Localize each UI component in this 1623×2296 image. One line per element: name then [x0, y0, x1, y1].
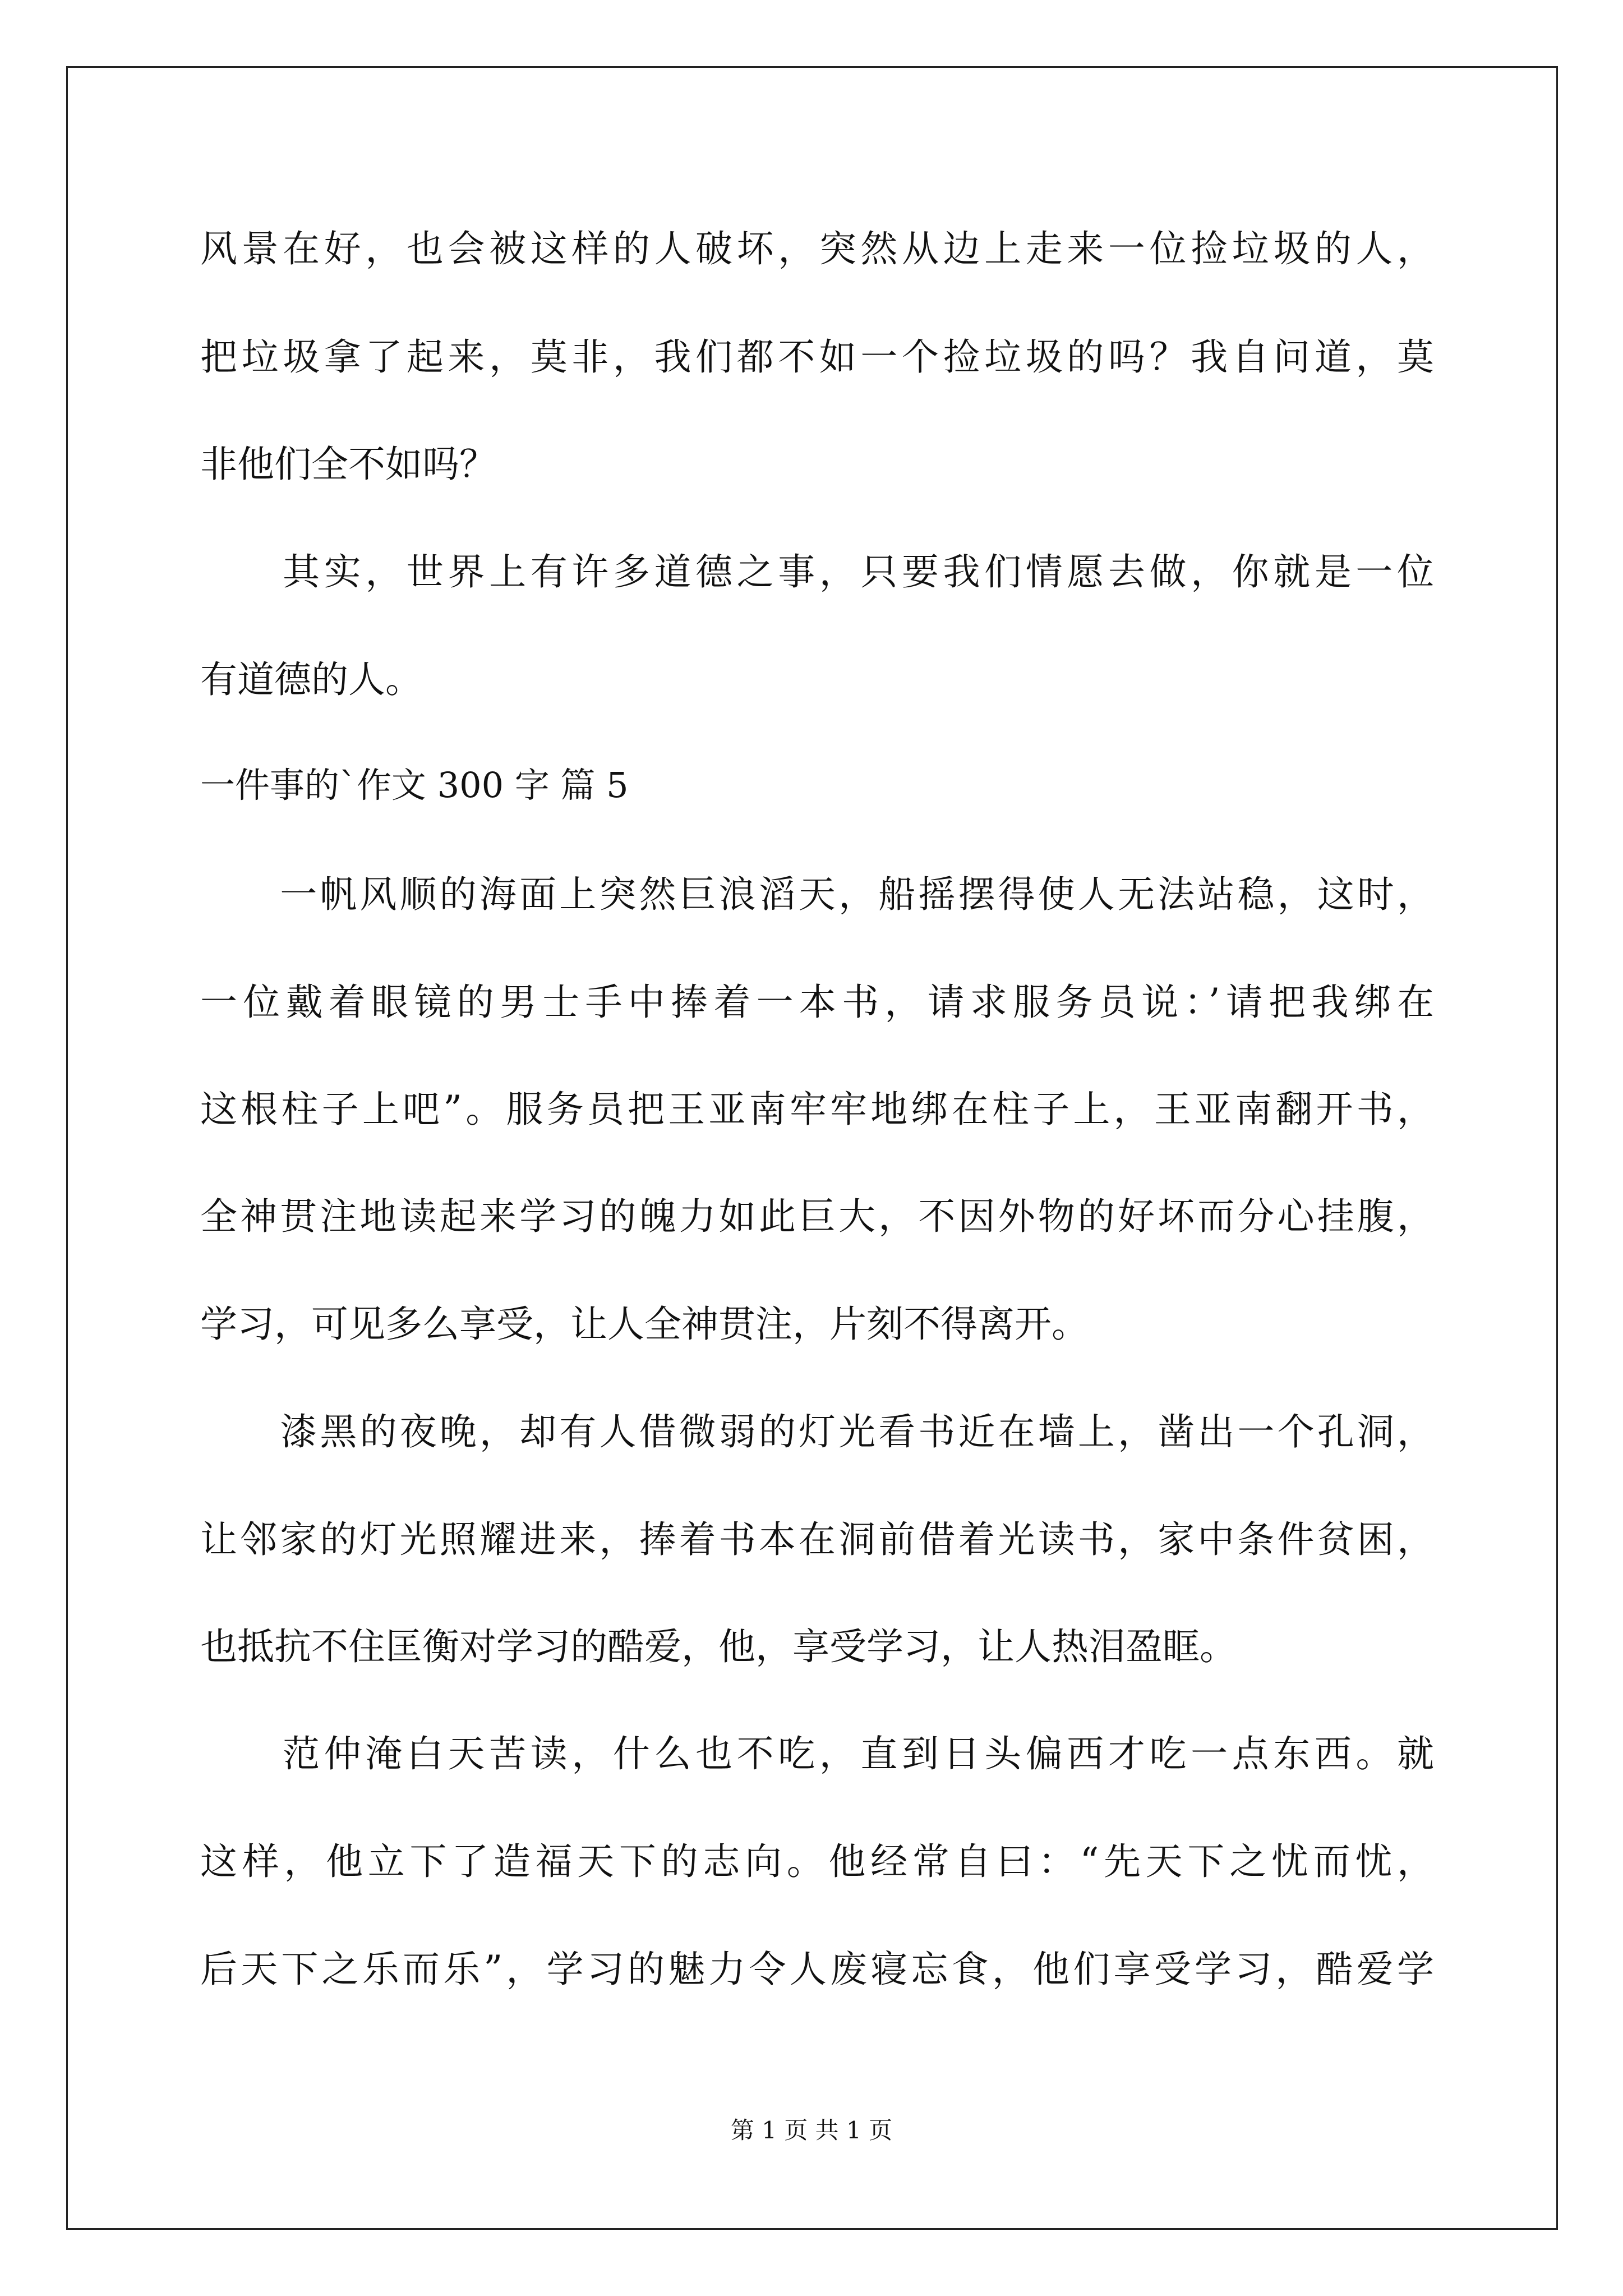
- text-line: 一位戴着眼镜的男士手中捧着一本书，请求服务员说：’请把我绑在: [200, 981, 1434, 1024]
- text-line: 全神贯注地读起来学习的魄力如此巨大，不因外物的好坏而分心挂腹，: [200, 1195, 1434, 1238]
- section-heading: 一件事的`作文 300 字 篇 5: [200, 765, 629, 806]
- text-line: 把垃圾拿了起来，莫非，我们都不如一个捡垃圾的吗？我自问道，莫: [200, 335, 1434, 379]
- text-line: 后天下之乐而乐”，学习的魅力令人废寝忘食，他们享受学习，酷爱学: [200, 1948, 1434, 1991]
- text-line: 漆黑的夜晚，却有人借微弱的灯光看书近在墙上，凿出一个孔洞，: [200, 1410, 1434, 1453]
- text-line: 风景在好，也会被这样的人破坏，突然从边上走来一位捡垃圾的人，: [200, 227, 1434, 270]
- text-line: 范仲淹白天苦读，什么也不吃，直到日头偏西才吃一点东西。就: [200, 1732, 1434, 1775]
- page-border: [66, 66, 1558, 2230]
- text-line: 这根柱子上吧”。服务员把王亚南牢牢地绑在柱子上，王亚南翻开书，: [200, 1088, 1434, 1131]
- text-line: 一帆风顺的海面上突然巨浪滔天，船摇摆得使人无法站稳，这时，: [200, 873, 1434, 916]
- text-line: 非他们全不如吗？: [200, 443, 496, 486]
- text-line: 有道德的人。: [200, 658, 422, 701]
- text-line: 也抵抗不住匡衡对学习的酷爱，他，享受学习，让人热泪盈眶。: [200, 1625, 1237, 1668]
- text-line: 让邻家的灯光照耀进来，捧着书本在洞前借着光读书，家中条件贫困，: [200, 1518, 1434, 1561]
- text-line: 学习，可见多么享受，让人全神贯注，片刻不得离开。: [200, 1303, 1089, 1346]
- text-line: 这样，他立下了造福天下的志向。他经常自曰：“先天下之忧而忧，: [200, 1840, 1434, 1883]
- text-line: 其实，世界上有许多道德之事，只要我们情愿去做，你就是一位: [200, 550, 1434, 593]
- page-number-footer: 第 1 页 共 1 页: [730, 2116, 893, 2144]
